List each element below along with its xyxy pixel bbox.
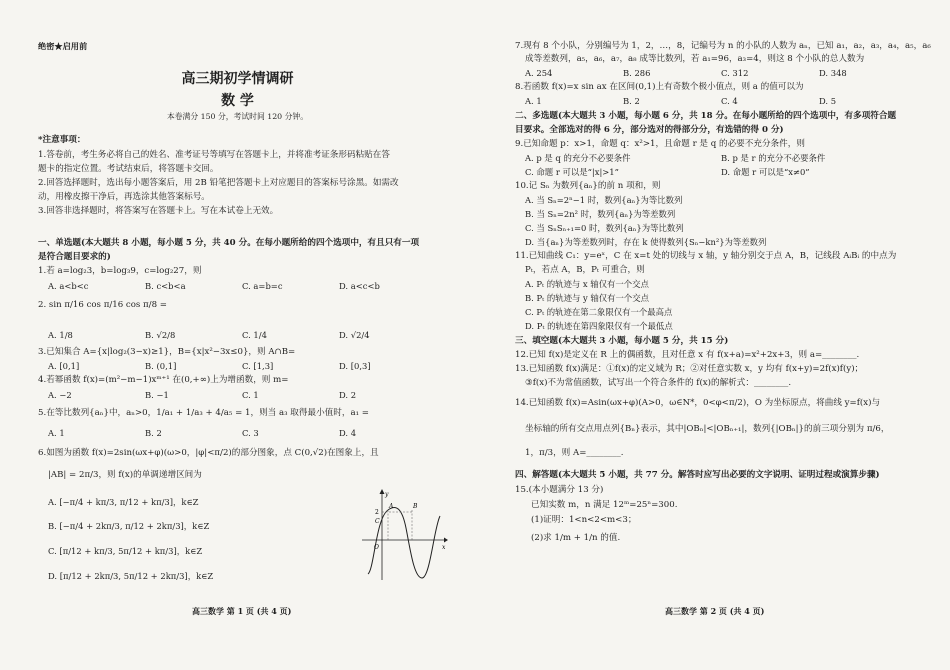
question-8: 8.若函数 f(x)=x sin ax 在区间(0,1)上有奇数个极小值点，则 a 的值可以为: [515, 82, 804, 92]
q9-option-b: B. p 是 r 的充分不必要条件: [721, 153, 826, 163]
q5-option-b: B. 2: [145, 428, 162, 438]
question-15-part-2: (2)求 1/m + 1/n 的值.: [531, 533, 621, 543]
question-9: 9.已知命题 p：x>1，命题 q：x²>1，且命题 r 是 q 的必要不充分条件，则: [515, 139, 805, 149]
q3-option-a: A. [0,1]: [48, 361, 80, 371]
q5-option-a: A. 1: [48, 428, 65, 438]
q1-option-a: A. a<b<c: [48, 281, 89, 291]
section-2-heading: 二、多选题(本大题共 3 小题，每小题 6 分，共 18 分。在每小题所给的四个选项中，有多项符合题: [515, 111, 897, 121]
question-13-cont: ③f(x)不为常值函数，试写出一个符合条件的 f(x)的解析式：________.: [525, 378, 792, 388]
question-1: 1.若 a=log₂3，b=log₃9，c=log₂27，则: [38, 266, 202, 276]
q6-option-b: B. [−π/4 + 2kπ/3, π/12 + 2kπ/3]，k∈Z: [48, 521, 210, 531]
question-10: 10.记 Sₙ 为数列{aₙ}的前 n 项和，则: [515, 181, 661, 191]
question-4: 4.若幂函数 f(x)=(m²−m−1)xᵐ⁺¹ 在(0,+∞)上为增函数，则 m=: [38, 375, 289, 385]
q10-option-c: C. 当 SₙSₙ₊₁=0 时，数列{aₙ}为等比数列: [525, 223, 684, 233]
q9-option-a: A. p 是 q 的充分不必要条件: [525, 153, 631, 163]
question-7-cont: 成等差数列，a₅，a₆，a₇，a₈ 成等比数列，若 a₁=96，a₃=4，则这 8 个小队的总人数为: [525, 54, 865, 64]
q4-option-d: D. 2: [339, 390, 357, 400]
q9-option-c: C. 命题 r 可以是“|x|>1”: [525, 167, 619, 177]
note-line: 3.回答非选择题时，将答案写在答题卡上。写在本试卷上无效。: [38, 206, 279, 216]
section-1-heading-cont: 是符合题目要求的): [38, 252, 111, 262]
q2-option-d: D. √2/4: [339, 330, 370, 340]
page-2: [475, 0, 950, 670]
q2-option-b: B. √2/8: [145, 330, 176, 340]
q8-option-c: C. 4: [721, 96, 738, 106]
q7-option-c: C. 312: [721, 68, 749, 78]
q7-option-d: D. 348: [819, 68, 847, 78]
note-line: 动，用橡皮擦干净后，再选涂其他答案标号。: [38, 192, 210, 202]
q6-option-a: A. [−π/4 + kπ/3, π/12 + kπ/3]，k∈Z: [48, 497, 199, 507]
q3-option-b: B. (0,1]: [145, 361, 177, 371]
q8-option-a: A. 1: [525, 96, 542, 106]
score-time-line: 本卷满分 150 分，考试时间 120 分钟。: [166, 112, 309, 121]
q4-option-c: C. 1: [242, 390, 259, 400]
q7-option-a: A. 254: [525, 68, 553, 78]
q6-option-d: D. [π/12 + 2kπ/3, 5π/12 + 2kπ/3]，k∈Z: [48, 571, 214, 581]
fig-label-c: C: [375, 518, 380, 525]
exam-subject: 数 学: [221, 93, 254, 109]
q7-option-b: B. 286: [623, 68, 651, 78]
q3-option-d: D. [0,3]: [339, 361, 371, 371]
q9-option-d: D. 命题 r 可以是“x≠0”: [721, 167, 810, 177]
question-2: 2. sin π/16 cos π/16 cos π/8 =: [38, 300, 167, 310]
q10-option-b: B. 当 Sₙ=2n² 时，数列{aₙ}为等差数列: [525, 209, 676, 219]
note-line: 题卡的指定位置。考试结束后，将答题卡交回。: [38, 164, 219, 174]
fig-label-y: y: [385, 491, 389, 498]
question-11-cont: Pₜ，若点 A，B，Pₜ 可重合，则: [525, 265, 645, 275]
question-3: 3.已知集合 A={x|log₂(3−x)≥1}，B={x|x²−3x≤0}，则 A∩B=: [38, 347, 296, 357]
question-12: 12.已知 f(x)是定义在 R 上的偶函数，且对任意 x 有 f(x+a)=x²+2x+3，则 a=________.: [515, 350, 860, 360]
q3-option-c: C. [1,3]: [242, 361, 274, 371]
question-6-cont: |AB| = 2π/3，则 f(x)的单调递增区间为: [48, 470, 202, 480]
question-15-part-1: (1)证明：1<n<2<m<3；: [531, 515, 637, 525]
fig-label-two: 2: [375, 509, 379, 516]
question-6: 6.如图为函数 f(x)=2sin(ωx+φ)(ω>0，|φ|<π/2)的部分图象，点 C(0,√2)在图象上，且: [38, 448, 379, 458]
fig-label-o: O: [374, 544, 379, 551]
q11-option-b: B. Pₜ 的轨迹与 y 轴仅有一个交点: [525, 293, 650, 303]
q4-option-a: A. −2: [48, 390, 72, 400]
q5-option-c: C. 3: [242, 428, 259, 438]
question-5: 5.在等比数列{aₙ}中，aₙ>0，1/a₁ + 1/a₃ + 4/a₅ = 1，则当 a₃ 取得最小值时，a₁ =: [38, 408, 369, 418]
confidential-mark: 绝密★启用前: [38, 41, 88, 51]
question-7: 7.现有 8 个小队，分别编号为 1，2，…，8，记编号为 n 的小队的人数为 aₙ，已知 a₁，a₂，a₃，a₄，a₅，a₆: [515, 41, 931, 51]
section-1-heading: 一、单选题(本大题共 8 小题，每小题 5 分，共 40 分。在每小题所给的四个选项中，有且只有一项: [38, 238, 420, 248]
q8-option-d: D. 5: [819, 96, 837, 106]
q2-option-a: A. 1/8: [48, 330, 73, 340]
page-2-footer: 高三数学 第 2 页 (共 4 页): [665, 606, 765, 616]
note-line: 1.答卷前，考生务必将自己的姓名、准考证号等填写在答题卡上，并将准考证条形码粘贴在答: [38, 150, 390, 160]
question-15-title: 15.(本小题满分 13 分): [515, 485, 604, 495]
exam-title: 高三期初学情调研: [181, 71, 294, 87]
question-14: 14.已知函数 f(x)=Asin(ωx+φ)(A>0，ω∈N*，0<φ<π/2)，O 为坐标原点，将曲线 y=f(x)与: [515, 398, 881, 408]
question-13: 13.已知函数 f(x)满足：①f(x)的定义域为 R；②对任意实数 x，y 均有 f(x+y)=2f(x)f(y)；: [515, 364, 864, 374]
q10-option-a: A. 当 Sₙ=2ⁿ−1 时，数列{aₙ}为等比数列: [525, 195, 683, 205]
note-line: 2.回答选择题时，选出每小题答案后，用 2B 铅笔把答题卡上对应题目的答案标号涂黑。如需改: [38, 178, 399, 188]
section-3-heading: 三、填空题(本大题共 3 小题，每小题 5 分，共 15 分): [515, 336, 729, 346]
q6-option-c: C. [π/12 + kπ/3, 5π/12 + kπ/3]，k∈Z: [48, 546, 203, 556]
q8-option-b: B. 2: [623, 96, 640, 106]
notes-title: *注意事项：: [38, 135, 86, 145]
question-14-cont: 坐标轴的所有交点用点列{Bₙ}表示，其中|OBₙ|<|OBₙ₊₁|，数列{|OBₙ|}的前三项分别为 π/6，: [525, 424, 890, 434]
q1-option-d: D. a<c<b: [339, 281, 380, 291]
q6-sine-graph: [362, 488, 448, 580]
q2-option-c: C. 1/4: [242, 330, 267, 340]
q11-option-c: C. Pₜ 的轨迹在第二象限仅有一个最高点: [525, 307, 673, 317]
q5-option-d: D. 4: [339, 428, 357, 438]
q11-option-a: A. Pₜ 的轨迹与 x 轴仅有一个交点: [525, 279, 649, 289]
page-1-footer: 高三数学 第 1 页 (共 4 页): [192, 606, 292, 616]
question-11: 11.已知曲线 C₁：y=eˣ，C 在 x=t 处的切线与 x 轴，y 轴分别交于点 A，B，记线段 AᵢBᵢ 的中点为: [515, 251, 897, 261]
fig-label-x: x: [442, 544, 446, 551]
q11-option-d: D. Pₜ 的轨迹在第四象限仅有一个最低点: [525, 321, 673, 331]
q4-option-b: B. −1: [145, 390, 169, 400]
q10-option-d: D. 当{aₙ}为等差数列时，存在 k 使得数列{Sₙ−kn²}为等差数列: [525, 237, 767, 247]
section-4-heading: 四、解答题(本大题共 5 小题，共 77 分。解答时应写出必要的文字说明、证明过程或演算步骤): [515, 470, 880, 480]
q1-option-c: C. a=b=c: [242, 281, 283, 291]
section-2-heading-cont: 目要求。全部选对的得 6 分，部分选对的得部分分，有选错的得 0 分): [515, 125, 784, 135]
fig-label-b: B: [413, 503, 418, 510]
question-15-stem: 已知实数 m，n 满足 12ᵐ=25ⁿ=300.: [531, 500, 678, 510]
q1-option-b: B. c<b<a: [145, 281, 186, 291]
fig-label-a: A: [389, 503, 394, 510]
question-14-cont2: 1，π/3，则 A=________.: [525, 448, 624, 458]
